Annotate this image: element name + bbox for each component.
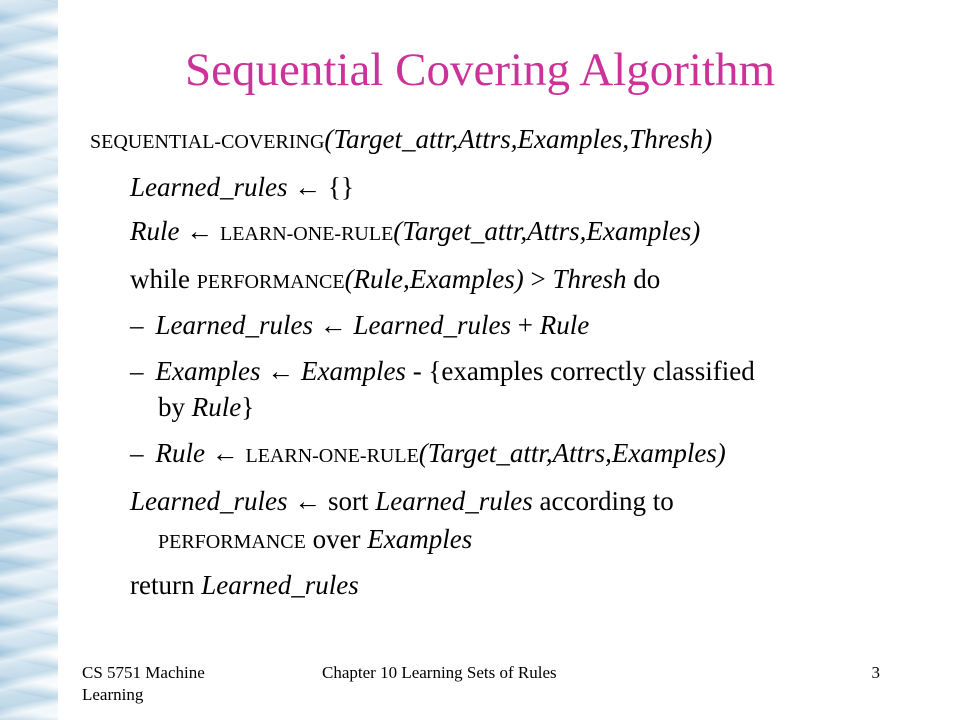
function-args: (Target_attr,Attrs,Examples,Thresh) [324,124,713,154]
greater-than: > [530,264,546,294]
var-learned-rules: Learned_rules [155,310,313,340]
init-rule [130,214,700,251]
arrow-symbol: ← [186,216,214,246]
bullet-dash: – [130,356,144,386]
loop-statement-1 [130,308,589,342]
footer-chapter: Chapter 10 Learning Sets of Rules [322,663,557,682]
var-rule: Rule [130,216,180,246]
function-name: LEARN-ONE-RULE [219,223,394,245]
loop-statement-2-continued [158,390,254,424]
bullet-dash: – [130,438,144,468]
function-args: (Rule,Examples) [344,264,524,294]
var-thresh: Thresh [552,264,627,294]
algorithm-signature [90,122,712,159]
sort-statement [130,484,674,518]
bullet-dash: – [130,310,144,340]
empty-set: {} [328,172,354,202]
function-name: PERFORMANCE [196,271,345,293]
var-learned-rules: Learned_rules [201,570,359,600]
keyword-return: return [130,570,195,600]
function-name: SEQUENTIAL-COVERING [90,131,325,153]
according-to-text: according to [539,486,674,516]
arrow-symbol: ← [211,438,239,468]
return-statement [130,568,359,602]
loop-statement-2 [130,354,755,388]
function-name: LEARN-ONE-RULE [245,445,419,467]
function-args: (Target_attr,Attrs,Examples) [418,438,726,468]
var-rule: Rule [155,438,205,468]
arrow-symbol: ← [267,356,295,386]
var-examples: Examples [155,356,261,386]
plus-sign: + [517,310,533,340]
footer-page-number: 3 [871,663,880,682]
keyword-while: while [130,264,190,294]
function-name: PERFORMANCE [158,531,306,553]
keyword-sort: sort [328,486,369,516]
init-learned-rules [130,170,354,204]
function-args: (Target_attr,Attrs,Examples) [393,216,701,246]
over-text: over [312,524,361,554]
loop-statement-3 [130,436,726,473]
close-brace: } [241,392,255,422]
var-examples-2: Examples [300,356,406,386]
arrow-symbol: ← [294,486,322,516]
slide-title: Sequential Covering Algorithm [184,44,776,96]
arrow-symbol: ← [294,172,322,202]
while-condition [130,262,660,299]
var-rule: Rule [539,310,590,340]
footer-course: CS 5751 Machine Learning [82,663,205,704]
var-learned-rules: Learned_rules [130,486,288,516]
var-examples: Examples [367,524,473,554]
var-learned-rules: Learned_rules [130,172,288,202]
by-text: by [158,392,185,422]
sort-statement-continued [158,522,472,559]
arrow-symbol: ← [319,310,347,340]
decorative-side-stripe [0,0,58,720]
var-learned-rules-2: Learned_rules [375,486,533,516]
var-learned-rules-2: Learned_rules [353,310,511,340]
var-rule: Rule [191,392,242,422]
set-difference-text: - {examples correctly classified [412,356,755,386]
keyword-do: do [633,264,661,294]
